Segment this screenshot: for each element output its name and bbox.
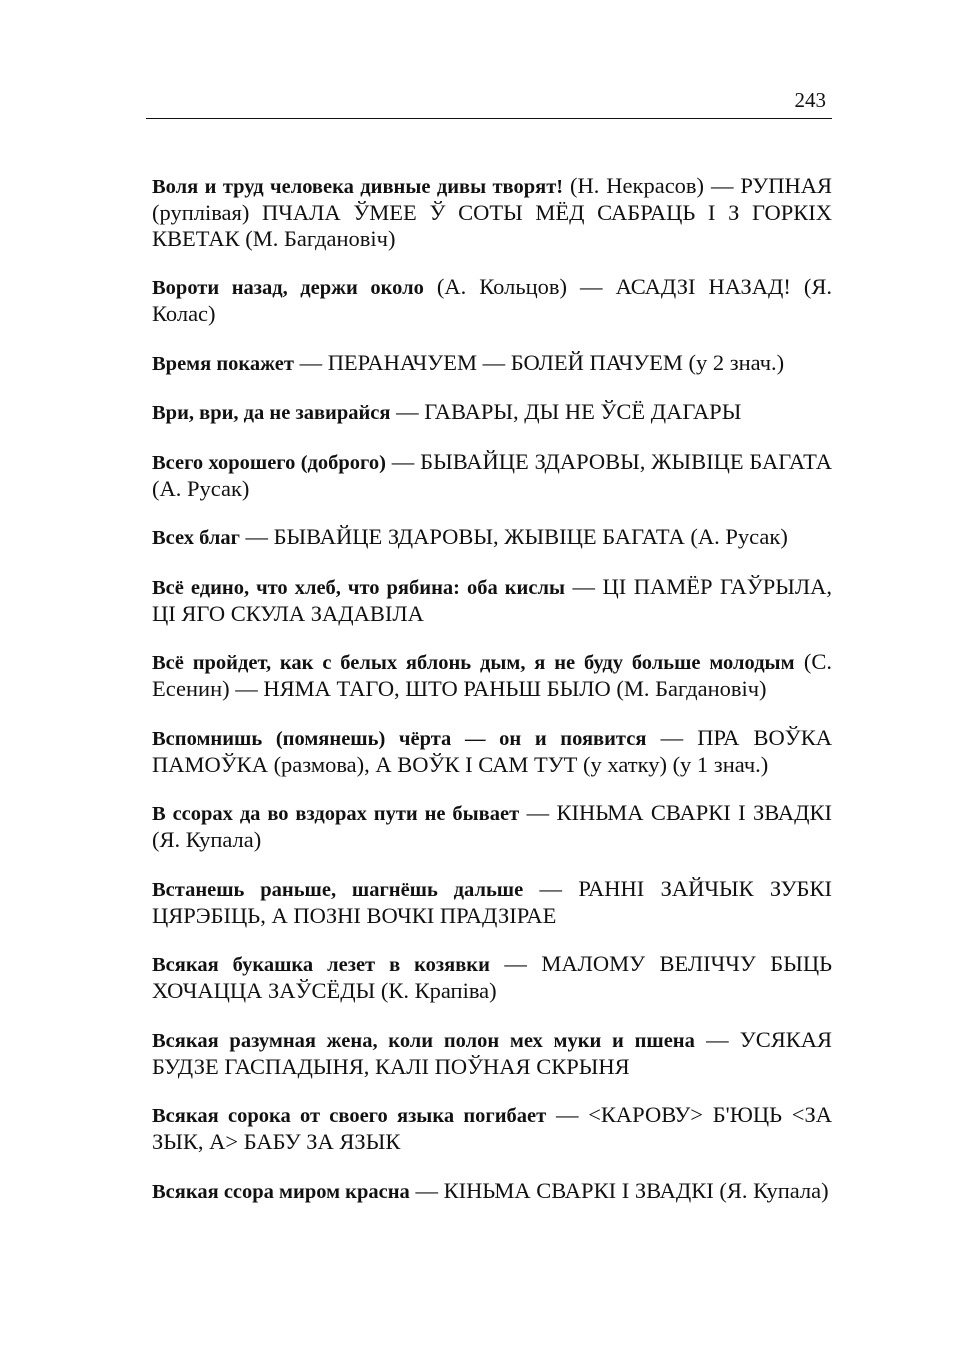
entry [152,725,832,778]
entry-translation: (А. Кольцов) — АСАДЗІ НАЗАД! (Я. Колас) [152,274,832,326]
entry-translation: — КІНЬМА СВАРКІ І ЗВАДКІ (Я. Купала) [409,1177,829,1203]
entry-translation: — ГАВАРЫ, ДЫ НЕ ЎСЁ ДАГАРЫ [390,399,742,424]
entry [152,449,832,502]
entry-headword: Вороти назад, держи около [152,277,424,299]
entry-headword: Всего хорошего (доброго) [152,451,386,474]
entry-translation: — ПЕРАНАЧУЕМ — БОЛЕЙ ПАЧУЕМ (у 2 знач.) [293,349,785,375]
entry [152,800,832,853]
entry-headword: Всякая ссора миром красна [152,1180,410,1203]
entry [152,274,832,327]
entry-translation: — ПРА ВОЎКА ПАМОЎКА (размова), А ВОЎК І САМ ТУТ (у хатку) (у 1 знач.) [152,724,832,777]
entry-translation: — РАННІ ЗАЙЧЫК ЗУБКІ ЦЯРЭБІЦЬ, А ПОЗНІ ВОЧКІ ПРАДЗІРАЕ [152,875,832,928]
entry-headword: Всякая букашка лезет в козявки [152,954,490,976]
entry [152,524,832,551]
entry-headword: В ссорах да во вздорах пути не бывает [152,803,520,825]
entry-translation: — КІНЬМА СВАРКІ І ЗВАДКІ (Я. Купала) [152,800,832,852]
entry-translation: — БЫВАЙЦЕ ЗДАРОВЫ, ЖЫВІЦЕ БАГАТА (А. Русак) [239,524,788,549]
entry-translation: (Н. Некрасов) — РУПНАЯ (руплівая) ПЧАЛА ЎМЕЕ Ў СОТЫ МЁД САБРАЦЬ І З ГОРКІХ КВЕТАК (М. Багдановіч) [152,172,832,251]
entry-translation: — ЦІ ПАМЁР ГАЎРЫЛА, ЦІ ЯГО СКУЛА ЗАДАВІЛА [152,573,832,626]
entry [152,574,832,627]
entry-headword: Всё пройдет, как с белых яблонь дым, я не буду больше молодым [152,652,795,674]
entry-headword: Всякая разумная жена, коли полон мех муки и пшена [152,1029,695,1052]
entry-headword: Время покажет [152,352,294,375]
entry-headword: Ври, ври, да не завирайся [152,402,391,424]
entry [152,1102,832,1155]
page-number: 243 [794,88,826,112]
entry-translation: — <КАРОВУ> Б'ЮЦЬ <ЗА ЗЫК, А> БАБУ ЗА ЯЗЫК [152,1102,833,1154]
entry-headword: Всех благ [152,527,240,549]
entry [152,1027,832,1080]
entry-headword: Вспомнишь (помянешь) чёрта — он и появится [152,727,647,750]
header-rule [146,118,832,119]
entry-translation: — БЫВАЙЦЕ ЗДАРОВЫ, ЖЫВІЦЕ БАГАТА (А. Русак) [152,448,832,501]
entry-translation: — УСЯКАЯ БУДЗЕ ГАСПАДЫНЯ, КАЛІ ПОЎНАЯ СКРЫНЯ [152,1026,832,1079]
entry-headword: Всякая сорока от своего языка погибает [152,1105,547,1127]
entry [152,350,832,377]
dictionary-entries [152,150,832,1217]
entry-translation: — МАЛОМУ ВЕЛІЧЧУ БЫЦЬ ХОЧАЦЦА ЗАЎСЁДЫ (К. Крапіва) [152,951,832,1003]
entry [152,649,832,702]
entry-translation: (С. Есенин) — НЯМА ТАГО, ШТО РАНЬШ БЫЛО (М. Багдановіч) [152,649,832,701]
entry [152,951,832,1004]
entry [152,1178,832,1205]
entry [152,399,832,426]
entry-headword: Воля и труд человека дивные дивы творят! [152,175,564,198]
entry-headword: Всё едино, что хлеб, что рябина: оба кислы [152,576,565,599]
entry [152,876,832,929]
entry-headword: Встанешь раньше, шагнёшь дальше [152,878,524,901]
entry [152,173,832,252]
